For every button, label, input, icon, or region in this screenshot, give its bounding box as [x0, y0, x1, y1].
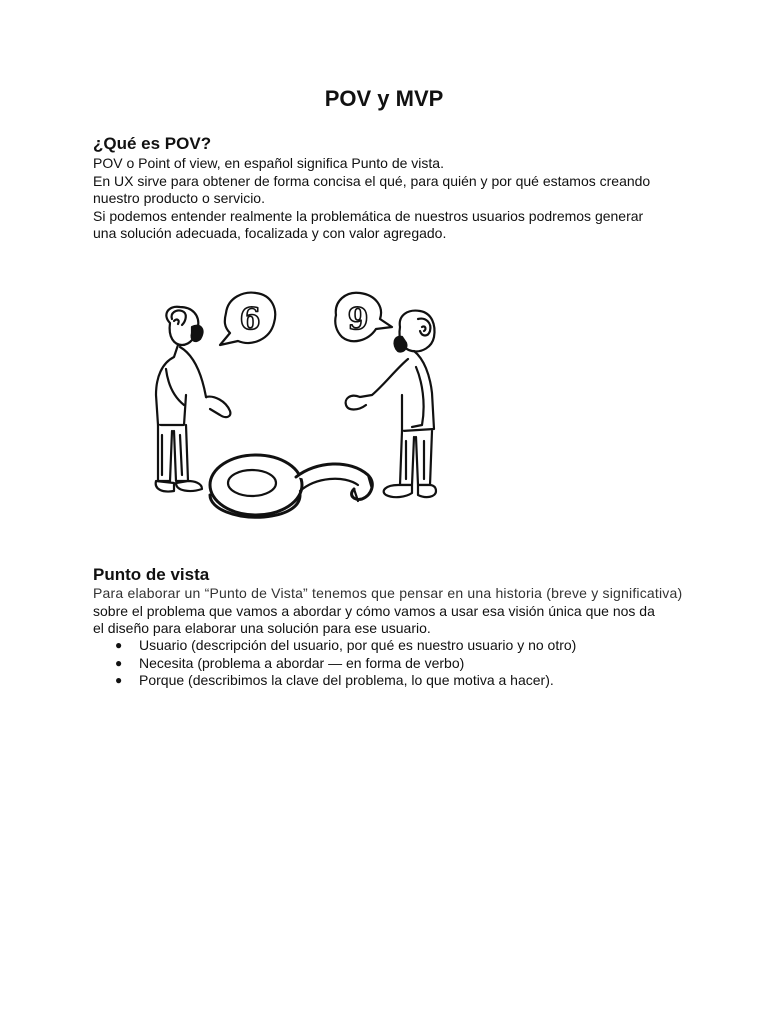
paragraph-line: una solución adecuada, focalizada y con valor agregado. — [93, 225, 447, 241]
right-speech-bubble — [335, 293, 392, 341]
left-speech-bubble — [220, 293, 275, 345]
list-item-text: Porque (describimos la clave del problema, lo que motiva a hacer). — [139, 672, 554, 688]
section-heading-pov: ¿Qué es POV? — [93, 134, 212, 153]
left-person — [156, 307, 231, 492]
paragraph-line: En UX sirve para obtener de forma concisa el qué, para quién y por qué estamos creando — [93, 172, 651, 189]
paragraph-line: Si podemos entender realmente la problemática de nuestros usuarios podremos generar — [93, 207, 644, 224]
paragraph-line: nuestro producto o servicio. — [93, 190, 265, 206]
list-item — [115, 672, 576, 690]
page-title: POV y MVP — [324, 86, 444, 111]
bullet-icon: ● — [115, 673, 123, 687]
paragraph-line: sobre el problema que vamos a abordar y cómo vamos a usar esa visión única que nos da — [93, 602, 655, 619]
bubble-numeral: 6 — [239, 302, 261, 337]
paragraph-line: el diseño para elaborar una solución para ese usuario. — [93, 620, 431, 636]
six-or-nine-illustration — [140, 285, 450, 525]
bullet-icon: ● — [115, 655, 123, 670]
list-item — [115, 655, 576, 673]
bullet-list — [115, 637, 576, 690]
bubble-numeral: 9 — [347, 302, 369, 337]
section-heading-punto-de-vista: Punto de vista — [93, 565, 210, 584]
bullet-icon: ● — [115, 638, 123, 652]
floor-numeral-figure — [210, 455, 372, 520]
paragraph-line: POV o Point of view, en español significa Punto de vista. — [93, 155, 444, 171]
paragraph-line: Para elaborar un “Punto de Vista” tenemos que pensar en una historia (breve y significativa) — [93, 585, 683, 601]
list-item-text: Necesita (problema a abordar — en forma de verbo) — [139, 654, 465, 671]
punto-de-vista-paragraph — [93, 585, 693, 638]
list-item-text: Usuario (descripción del usuario, por qué es nuestro usuario y no otro) — [139, 637, 577, 653]
list-item — [115, 637, 576, 655]
pov-paragraph — [93, 155, 693, 243]
